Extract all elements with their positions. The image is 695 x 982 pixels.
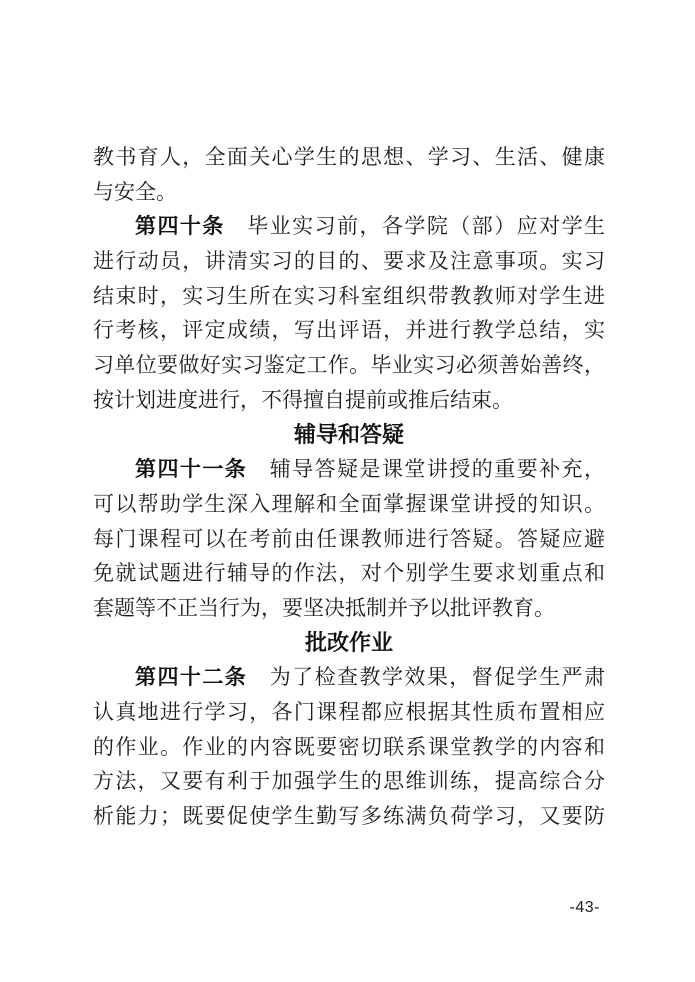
text-line (93, 660, 605, 695)
text-line: 认真地进行学习，各门课程都应根据其性质布置相应 (93, 700, 605, 724)
text-line: 按计划进度进行，不得擅自提前或推后结束。 (93, 387, 513, 412)
text-line: 每门课程可以在考前由任课教师进行答疑。答疑应避 (93, 526, 605, 551)
text-line: 套题等不正当行为，要坚决抵制并予以批评教育。 (93, 595, 555, 620)
line-text: 为了检查教学效果，督促学生严肃 (269, 665, 606, 690)
article-number: 第四十二条 (135, 666, 248, 690)
text-line: 结束时，实习生所在实习科室组织带教教师对学生进 (93, 283, 605, 308)
text-line: 可以帮助学生深入理解和全面掌握课堂讲授的知识。 (93, 491, 605, 516)
line-text: 毕业实习前，各学院（部）应对学生 (247, 214, 606, 239)
text-line: 进行动员，讲清实习的目的、要求及注意事项。实习 (93, 249, 605, 274)
lead-gap (247, 457, 269, 481)
text-line: 的作业。作业的内容既要密切联系课堂教学的内容和 (93, 734, 605, 759)
text-line: 析能力；既要促使学生勤写多练满负荷学习，又要防 (93, 804, 605, 829)
text-line (93, 209, 605, 244)
article-number: 第四十一条 (135, 458, 248, 482)
text-line: 行考核，评定成绩，写出评语，并进行教学总结，实 (93, 318, 605, 343)
line-text: 辅导答疑是课堂讲授的重要补充， (269, 457, 606, 482)
text-line: 与安全。 (93, 179, 177, 204)
text-line: 免就试题进行辅导的作法，对个别学生要求划重点和 (93, 561, 605, 586)
text-line: 教书育人，全面关心学生的思想、学习、生活、健康 (93, 145, 605, 169)
page-number: -43- (569, 899, 600, 916)
section-heading: 批改作业 (304, 629, 393, 655)
document-body (93, 140, 605, 834)
article-number: 第四十条 (135, 215, 225, 239)
lead-gap (247, 665, 269, 689)
text-line: 方法，又要有利于加强学生的思维训练，提高综合分 (93, 769, 605, 794)
lead-gap (225, 214, 247, 238)
text-line (93, 452, 605, 487)
text-line: 习单位要做好实习鉴定工作。毕业实习必须善始善终， (93, 353, 605, 378)
section-heading: 辅导和答疑 (293, 421, 404, 447)
